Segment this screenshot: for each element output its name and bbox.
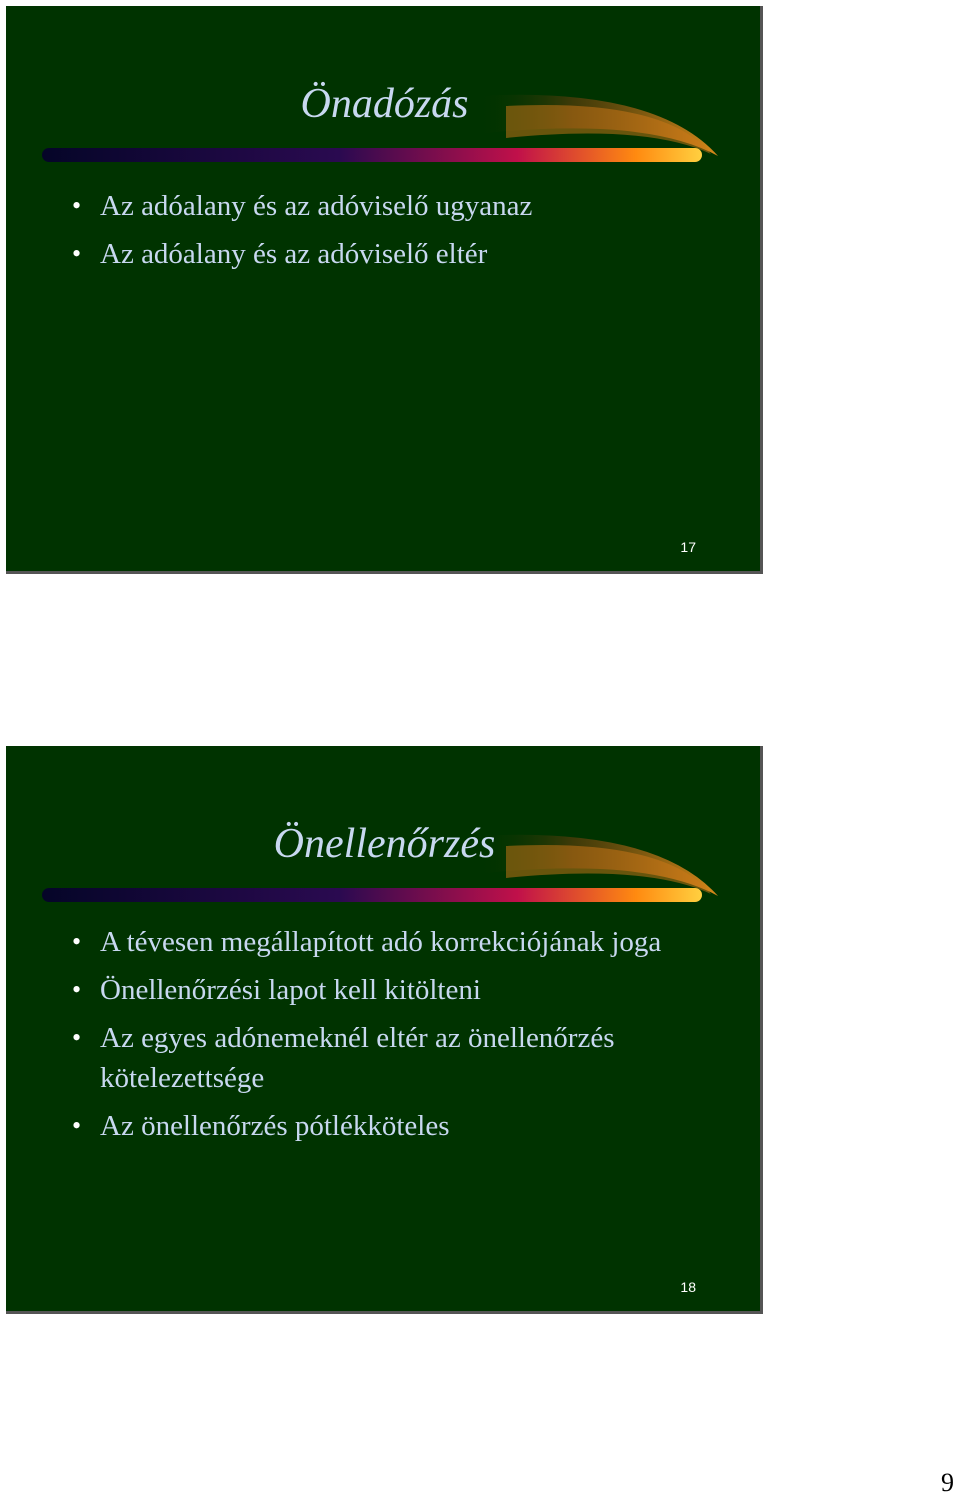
slide-number: 18 [680, 1279, 696, 1295]
bullet-item: • Az önellenőrzés pótlékköteles [70, 1106, 720, 1146]
slide-17 [6, 6, 763, 574]
bullet-item: • Az adóalany és az adóviselő eltér [70, 234, 720, 274]
bullet-list [70, 922, 720, 1154]
bullet-list [70, 186, 720, 282]
bullet-item: • A tévesen megállapított adó korrekciójának joga [70, 922, 720, 962]
slide-number: 17 [680, 539, 696, 555]
page-number: 9 [941, 1468, 954, 1497]
bullet-item: • Önellenőrzési lapot kell kitölteni [70, 970, 720, 1010]
slide-title: Önellenőrzés [273, 821, 496, 867]
bullet-item: • Az egyes adónemeknél eltér az önellenőrzés kötelezettsége [70, 1018, 720, 1098]
slide-18 [6, 746, 763, 1314]
slide-title: Önadózás [300, 81, 469, 127]
bullet-item: • Az adóalany és az adóviselő ugyanaz [70, 186, 720, 226]
